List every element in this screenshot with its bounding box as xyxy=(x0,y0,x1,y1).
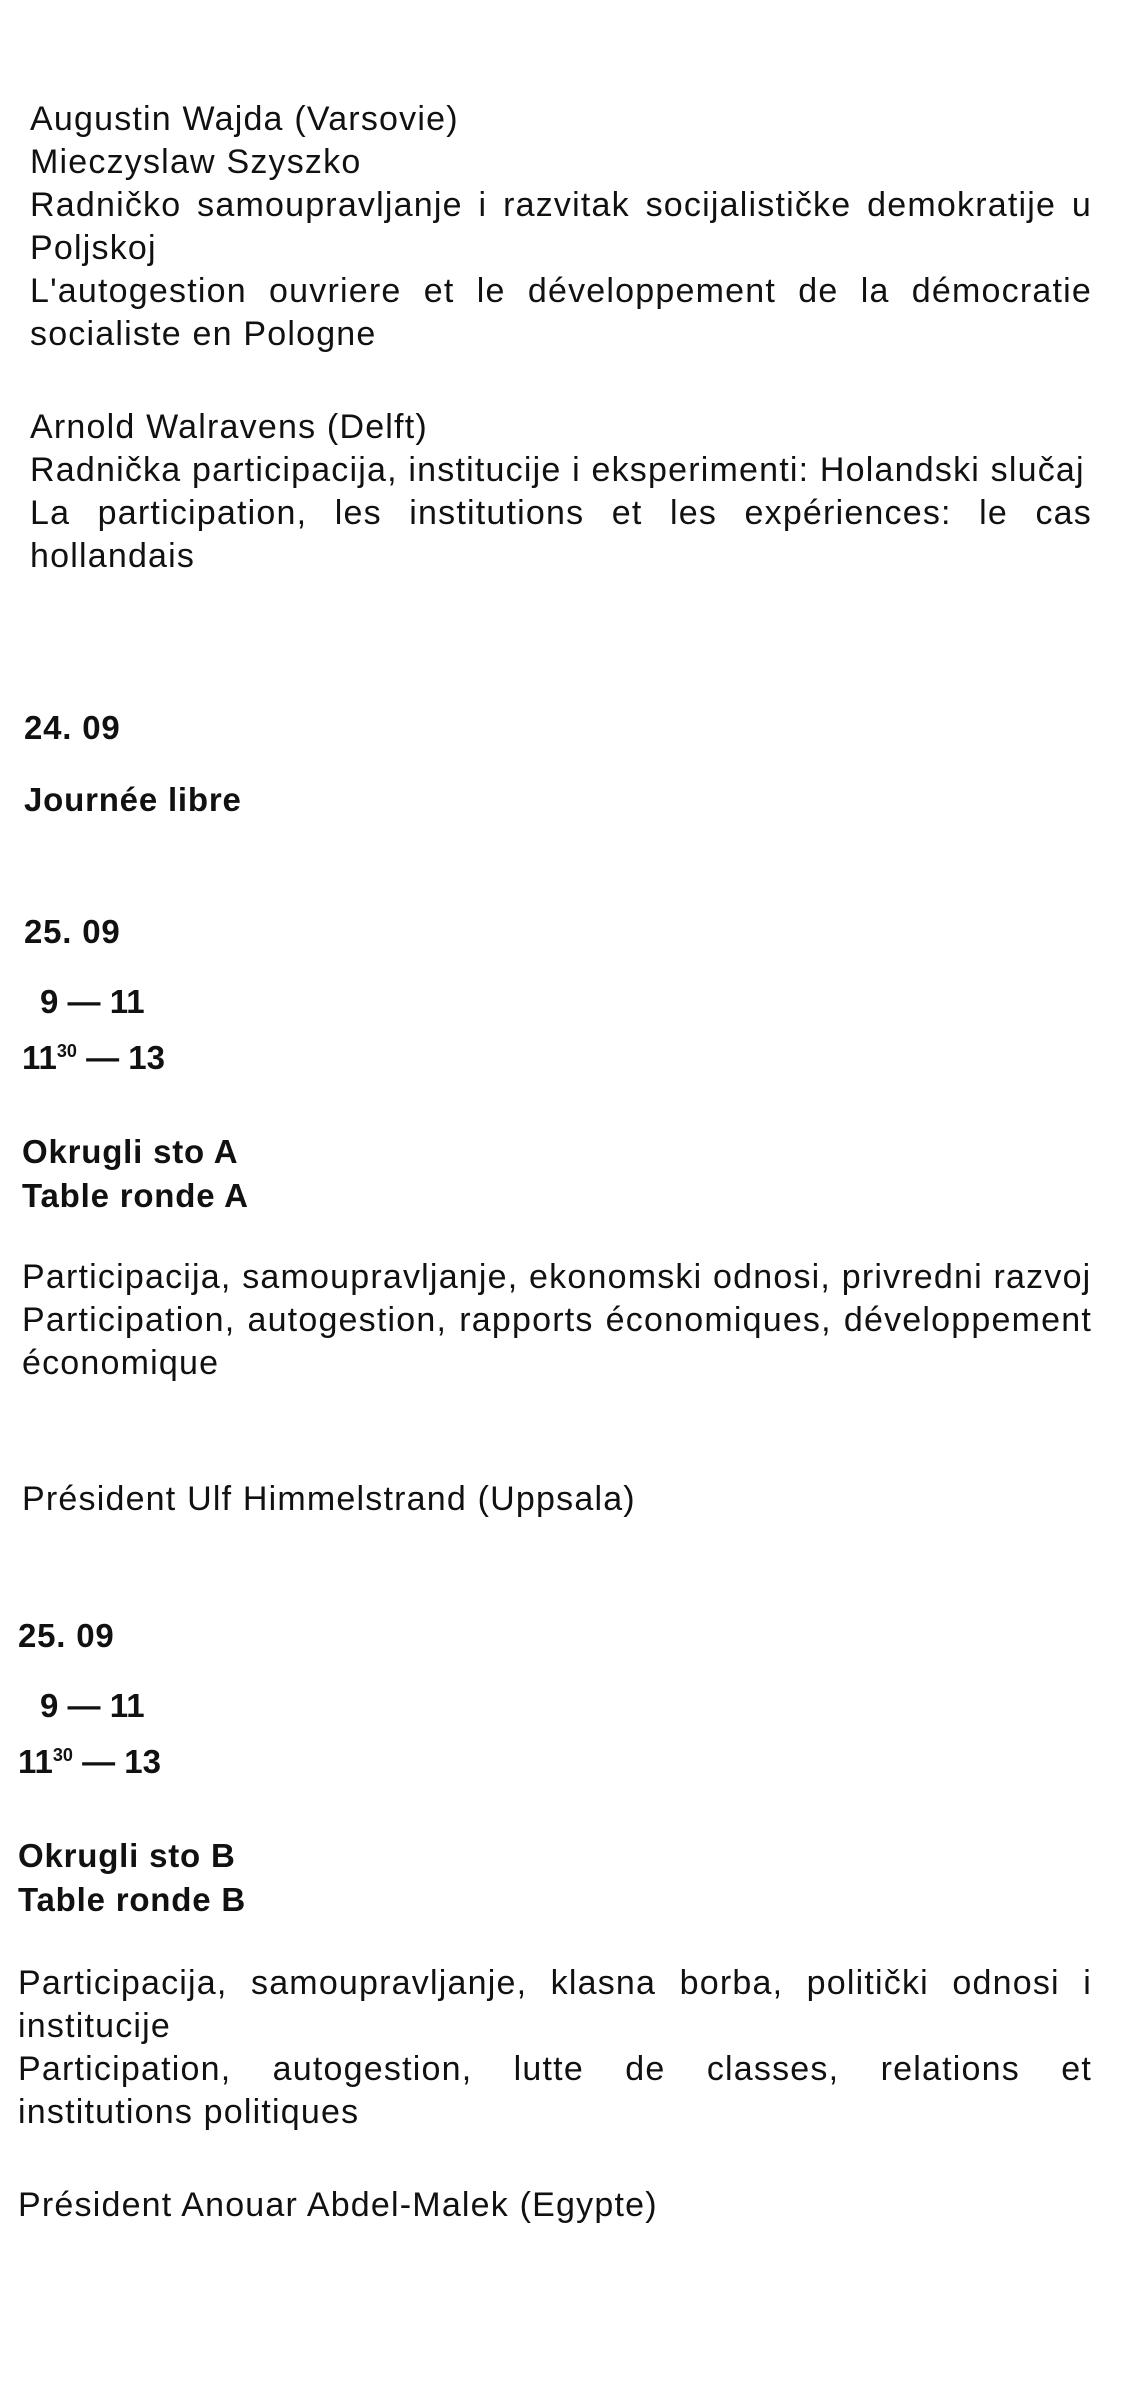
topic-sr: Participacija, samoupravljanje, ekonomski odnosi, privredni razvoj xyxy=(22,1258,1092,1296)
time-range: 9 — 11 xyxy=(40,983,145,1020)
speaker-entry-wajda xyxy=(30,98,1092,356)
paper-title-sr: Radnička participacija, institucije i eksperimenti: Holandski slučaj xyxy=(30,451,1085,489)
round-table-title-sr: Okrugli sto A xyxy=(22,1133,239,1170)
time-minutes: 30 xyxy=(56,1041,77,1061)
free-day-date: 24. 09 xyxy=(24,709,121,746)
speaker-name: Arnold Walravens (Delft) xyxy=(30,408,428,446)
time-hour: 11 xyxy=(22,1039,57,1076)
co-author-name: Mieczyslaw Szyszko xyxy=(30,143,362,181)
round-table-title xyxy=(18,1834,246,1922)
paper-title-fr: La participation, les institutions et les expériences: le cas hollandais xyxy=(30,494,1092,575)
time-end: — 13 xyxy=(82,1743,161,1780)
time-end: — 13 xyxy=(86,1039,165,1076)
session-date: 25. 09 xyxy=(24,913,121,950)
round-table-topic xyxy=(18,1962,1092,2134)
time-hour: 11 xyxy=(18,1743,53,1780)
round-table-topic xyxy=(22,1256,1092,1385)
round-table-title xyxy=(22,1130,249,1218)
paper-title-sr: Radničko samoupravljanje i razvitak socijalističke demokratije u Poljskoj xyxy=(30,186,1092,267)
session-president: Président Anouar Abdel-Malek (Egypte) xyxy=(18,2186,658,2224)
session-time-late xyxy=(22,1036,165,1080)
paper-title-fr: L'autogestion ouvriere et le développement de la démocratie socialiste en Pologne xyxy=(30,272,1092,353)
topic-fr: Participation, autogestion, rapports économiques, développement économique xyxy=(22,1301,1092,1382)
speaker-entry-walravens xyxy=(30,406,1092,578)
time-range: 9 — 11 xyxy=(40,1687,145,1724)
session-date: 25. 09 xyxy=(18,1617,115,1654)
session-time-morning xyxy=(40,1684,145,1728)
round-table-title-fr: Table ronde A xyxy=(22,1177,249,1214)
time-minutes: 30 xyxy=(52,1745,73,1765)
round-table-title-sr: Okrugli sto B xyxy=(18,1837,236,1874)
session-time-morning xyxy=(40,980,145,1024)
topic-fr: Participation, autogestion, lutte de classes, relations et institutions politiques xyxy=(18,2050,1092,2131)
session-time-late xyxy=(18,1740,161,1784)
topic-sr: Participacija, samoupravljanje, klasna borba, politički odnosi i institucije xyxy=(18,1964,1092,2045)
round-table-title-fr: Table ronde B xyxy=(18,1881,246,1918)
free-day-label: Journée libre xyxy=(24,781,242,818)
session-president: Président Ulf Himmelstrand (Uppsala) xyxy=(22,1480,636,1518)
speaker-name: Augustin Wajda (Varsovie) xyxy=(30,100,459,138)
